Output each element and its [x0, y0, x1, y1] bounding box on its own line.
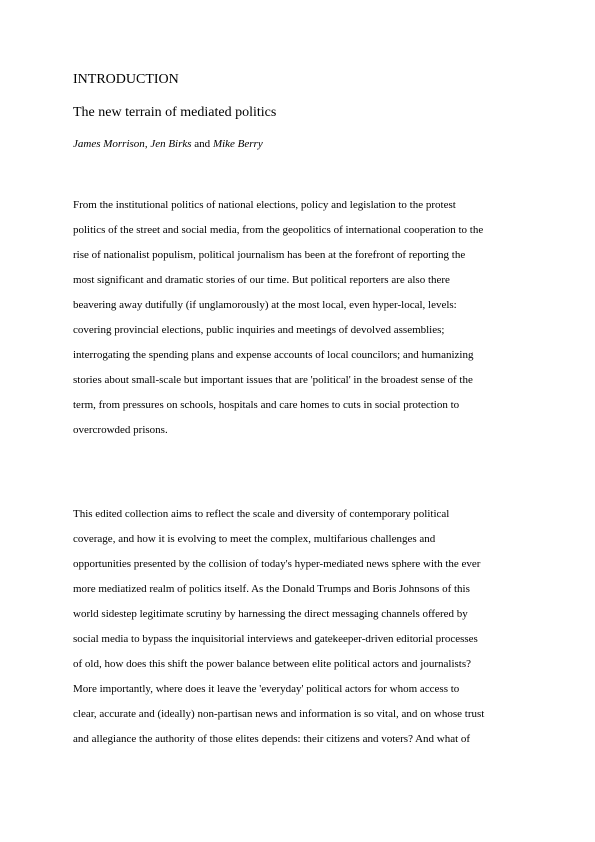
paragraph-line: politics of the street and social media, from the geopolitics of international cooperation to the — [73, 224, 484, 236]
paragraph-line: stories about small-scale but important issues that are 'political' in the broadest sense of the — [73, 374, 473, 386]
paragraph-line: term, from pressures on schools, hospitals and care homes to cuts in social protection to — [73, 399, 460, 411]
paragraph-line: interrogating the spending plans and expense accounts of local councilors; and humanizing — [73, 349, 474, 361]
paragraph-line: covering provincial elections, public inquiries and meetings of devolved assemblies; — [73, 324, 445, 336]
section-label: INTRODUCTION — [73, 72, 179, 87]
paragraph-line: and allegiance the authority of those elites depends: their citizens and voters? And what of — [73, 733, 471, 745]
paragraph-line: social media to bypass the inquisitorial interviews and gatekeeper-driven editorial processes — [73, 633, 478, 645]
paragraph-line: most significant and dramatic stories of our time. But political reporters are also there — [73, 274, 450, 286]
paragraph-line: world sidestep legitimate scrutiny by harnessing the direct messaging channels offered by — [73, 608, 468, 620]
body-paragraph — [73, 502, 533, 752]
paragraph-line: clear, accurate and (ideally) non-partisan news and information is so vital, and on whose trust — [73, 708, 485, 720]
paragraph-line: of old, how does this shift the power balance between elite political actors and journalists? — [73, 658, 472, 670]
paragraph-line: opportunities presented by the collision of today's hyper-mediated news sphere with the ever — [73, 558, 481, 570]
author-name: Jen Birks — [150, 138, 192, 150]
author-line — [73, 137, 263, 151]
paragraph-line: coverage, and how it is evolving to meet the complex, multifarious challenges and — [73, 533, 436, 545]
paragraph-line: beavering away dutifully (if unglamorously) at the most local, even hyper-local, levels: — [73, 299, 457, 311]
author-separator: , — [144, 138, 151, 150]
paragraph-line: rise of nationalist populism, political journalism has been at the forefront of reporting the — [73, 249, 466, 261]
author-name: Mike Berry — [212, 138, 263, 150]
paragraph-line: From the institutional politics of national elections, policy and legislation to the protest — [73, 199, 456, 211]
body-paragraph — [73, 193, 533, 443]
paragraph-line: overcrowded prisons. — [73, 424, 168, 436]
paragraph-line: This edited collection aims to reflect the scale and diversity of contemporary political — [73, 508, 450, 520]
paragraph-line: More importantly, where does it leave the 'everyday' political actors for whom access to — [73, 683, 460, 695]
author-separator: and — [191, 138, 213, 150]
paragraph-line: more mediatized realm of politics itself. As the Donald Trumps and Boris Johnsons of this — [73, 583, 470, 595]
chapter-title: The new terrain of mediated politics — [73, 105, 277, 120]
author-name: James Morrison — [73, 138, 145, 150]
